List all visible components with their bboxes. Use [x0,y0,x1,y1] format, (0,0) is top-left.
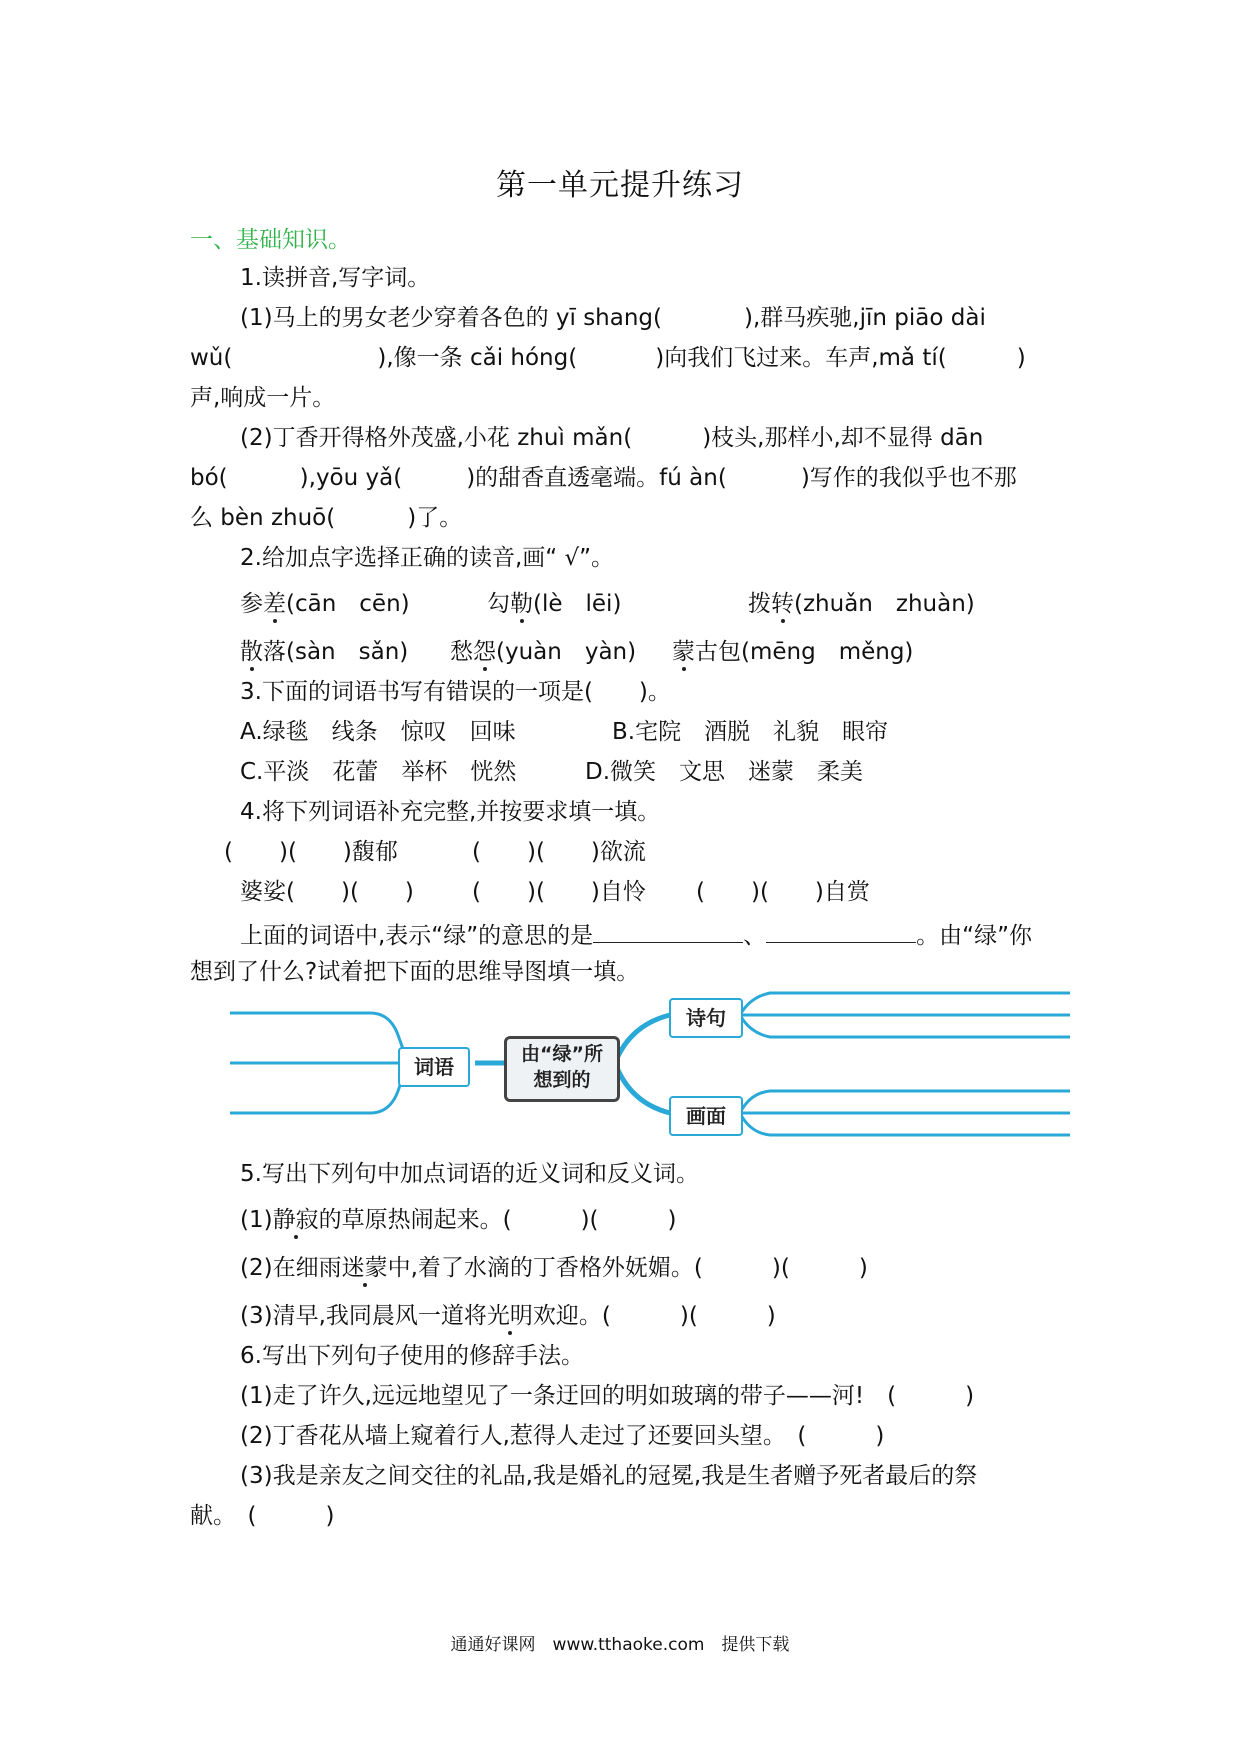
q1-p2-line3 [190,502,462,534]
q3-option-c: C.平淡 花蕾 举杯 恍然 [240,759,517,785]
q1-p2-text: bó( [190,465,228,491]
q2-dotted-char: 怨 [473,639,496,665]
q1-p1-text: ) [1016,345,1026,371]
q2-item-text: 古包(mēng měng) [695,639,914,665]
q1-p1-text: (1)马上的男女老少穿着各色的 yī shang( [240,305,663,331]
q3-option-b: B.宅院 酒脱 礼貌 眼帘 [612,719,889,745]
mindmap-center-text: 想到的 [533,1069,591,1091]
q3-option-a: A.绿毯 线条 惊叹 回味 [240,719,516,745]
mindmap-lines [230,985,1070,1150]
mindmap-node-scenes: 画面 [669,1096,743,1136]
q2-item [487,588,621,620]
q2-item-text: 落(sàn sǎn) [263,639,409,665]
q2-item-text: 拨 [748,591,771,617]
q5-sentence [240,1300,776,1332]
q1-p2-text: (2)丁香开得格外茂盛,小花 zhuì mǎn( [240,425,633,451]
q1-p2-text: )写作的我似乎也不那 [800,465,1017,491]
q5-dotted-word: 迷蒙 [341,1255,388,1281]
q1-p2-text: ),yōu yǎ( [299,465,403,491]
q2-item [240,636,408,668]
q2-item-text: (cān cēn) [286,591,410,617]
q4-fill-text: 上面的词语中,表示“绿”的意思的是 [240,923,594,949]
q4-idiom: ( )( )自怜 [472,879,646,905]
mindmap-node-poems: 诗句 [669,998,743,1038]
q4-fill-text: 。由“绿”你 [916,923,1032,949]
q2-item [240,588,410,620]
q1-p2-line2 [190,462,1017,494]
q4-idiom: 婆娑( )( ) [240,879,414,905]
q1-p1-text: )向我们飞过来。车声,mǎ tí( [655,345,947,371]
answer-blank[interactable] [593,916,743,943]
q2-item-text: (zhuǎn zhuàn) [794,591,975,617]
q1-p2-text: )的甜香直透毫端。fú àn( [466,465,727,491]
q1-p1-line2 [190,342,1026,374]
mindmap-node-words: 词语 [398,1047,470,1087]
answer-blank[interactable] [766,916,916,943]
q5-dotted-word: 静寂 [272,1207,319,1233]
q2-item [672,636,913,668]
q2-item [450,636,636,668]
q4-fill-line [240,916,1032,952]
q1-p1-text: ),像一条 cǎi hóng( [377,345,578,371]
mindmap-center-node [504,1036,620,1102]
q1-p2-line1 [240,422,983,454]
q3-option-d: D.微笑 文思 迷蒙 柔美 [585,759,864,785]
q1-p1-line1 [240,302,986,334]
q4-idiom: ( )( )馥郁 [224,839,398,865]
q1-prompt: 1.读拼音,写字词。 [240,265,431,291]
section-heading: 一、基础知识。 [190,227,351,253]
q1-p2-text: )了。 [407,505,463,531]
q2-item-text: 愁 [450,639,473,665]
q1-p2-text: )枝头,那样小,却不显得 dān [702,425,984,451]
q4-fill-line2: 想到了什么?试着把下面的思维导图填一填。 [190,959,640,985]
q2-item [748,588,975,620]
q6-sentence: 献。 ( ) [190,1503,335,1529]
q6-sentence: (1)走了许久,远远地望见了一条迂回的明如玻璃的带子——河! ( ) [240,1383,975,1409]
q6-prompt: 6.写出下列句子使用的修辞手法。 [240,1343,584,1369]
q2-item-text: (yuàn yàn) [496,639,637,665]
q4-idiom: ( )( )自赏 [696,879,870,905]
q3-prompt: 3.下面的词语书写有错误的一项是( )。 [240,679,671,705]
q2-item-text: 勾 [487,591,510,617]
q2-dotted-char: 差 [263,591,286,617]
q4-idiom: ( )( )欲流 [472,839,646,865]
q2-dotted-char: 散 [240,639,263,665]
q5-prompt: 5.写出下列句中加点词语的近义词和反义词。 [240,1161,699,1187]
q5-sentence [240,1252,868,1284]
q5-text: (1) [240,1207,273,1233]
q2-dotted-char: 蒙 [672,639,695,665]
q6-sentence: (2)丁香花从墙上窥着行人,惹得人走过了还要回头望。 ( ) [240,1423,885,1449]
q5-text: 中,着了水滴的丁香格外妩媚。( )( ) [387,1255,868,1281]
q5-text: 的草原热闹起来。( )( ) [318,1207,677,1233]
q5-text: (2)在细雨 [240,1255,342,1281]
q4-fill-text: 、 [743,923,767,949]
q2-dotted-char: 转 [771,591,794,617]
footer-credit: 通通好课网 www.tthaoke.com 提供下载 [450,1635,790,1655]
q5-text: 欢迎。( )( ) [532,1303,776,1329]
q5-sentence [240,1204,677,1236]
q5-text: (3)清早,我同晨风一道将 [240,1303,487,1329]
q2-prompt: 2.给加点字选择正确的读音,画“ √”。 [240,545,615,571]
q5-dotted-word: 光明 [486,1303,533,1329]
q4-prompt: 4.将下列词语补充完整,并按要求填一填。 [240,799,661,825]
q2-item-text: 参 [240,591,263,617]
q2-dotted-char: 勒 [510,591,533,617]
q1-p1-text: ),群马疾驰,jīn piāo dài [744,305,986,331]
q6-sentence: (3)我是亲友之间交往的礼品,我是婚礼的冠冕,我是生者赠予死者最后的祭 [240,1463,978,1489]
q1-p1-text: wǔ( [190,345,233,371]
page-title: 第一单元提升练习 [496,168,744,203]
mindmap-center-text: 由“绿”所 [521,1043,603,1065]
q1-p1-line3: 声,响成一片。 [190,385,336,411]
q1-p2-text: 么 bèn zhuō( [190,505,336,531]
q2-item-text: (lè lēi) [533,591,622,617]
